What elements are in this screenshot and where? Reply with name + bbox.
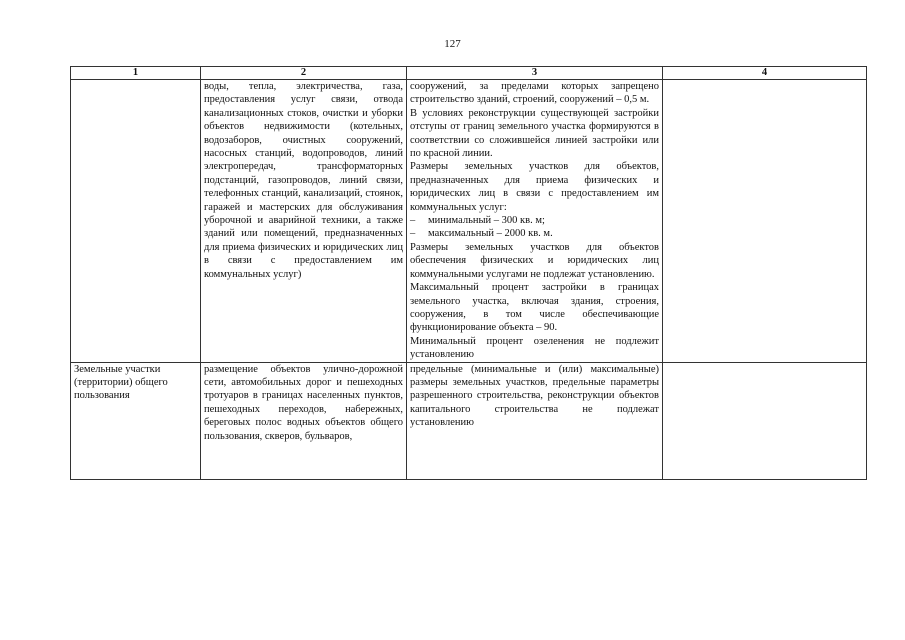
list-item: – максимальный – 2000 кв. м. bbox=[410, 227, 659, 240]
paragraph: Размеры земельных участков для объектов, предназначенных для приема физических и юридических лиц в связи с предоставлением им коммунальных услуг: bbox=[410, 161, 659, 213]
paragraph: сооружений, за пределами которых запрещено строительство зданий, строений, сооружений – 0,5 м. bbox=[410, 81, 659, 106]
page-number: 127 bbox=[444, 38, 461, 50]
row2-col1: Земельные участки (территории) общего пользования bbox=[71, 362, 201, 479]
row1-col2-text: воды, тепла, электричества, газа, предоставления услуг связи, отвода канализационных стоков, очистки и уборки объектов недвижимости (котельных, водозаборов, очистных сооружений, насосных станций, водопроводов, линий электропередач, трансформаторных подстанций, газопроводов, линий связи, телефонных станций, канализаций, стоянок, гаражей и мастерских для обслуживания уборочной и аварийной техники, а также зданий или помещений, предназначенных для приема физических и юридических лиц в связи с предоставлением им коммунальных услуг) bbox=[204, 81, 403, 280]
header-col-3: 3 bbox=[407, 67, 663, 80]
list-item: – минимальный – 300 кв. м; bbox=[410, 214, 659, 227]
row1-col2 bbox=[201, 80, 407, 363]
list-item-text: максимальный – 2000 кв. м. bbox=[428, 228, 553, 240]
header-col-2: 2 bbox=[201, 67, 407, 80]
paragraph: В условиях реконструкции существующей застройки отступы от границ земельного участка формируются в соответствии со сложившейся линией застройки или по красной линии. bbox=[410, 107, 659, 160]
row1-col1 bbox=[71, 80, 201, 363]
row1-col3 bbox=[407, 80, 663, 363]
regulations-table bbox=[70, 66, 867, 480]
header-row bbox=[71, 67, 867, 80]
row2-col3 bbox=[407, 362, 663, 479]
table-row bbox=[71, 80, 867, 363]
header-col-1: 1 bbox=[71, 67, 201, 80]
row2-col4 bbox=[663, 362, 867, 479]
paragraph: Минимальный процент озеленения не подлежит установлению bbox=[410, 335, 659, 361]
row2-col2 bbox=[201, 362, 407, 479]
list-item-text: минимальный – 300 кв. м; bbox=[428, 215, 545, 227]
row1-col4 bbox=[663, 80, 867, 363]
header-col-4: 4 bbox=[663, 67, 867, 80]
paragraph: Размеры земельных участков для объектов обеспечения физических и юридических лиц коммунальными услугами не подлежат установлению. bbox=[410, 241, 659, 280]
row2-col3-text: предельные (минимальные и (или) максимальные) размеры земельных участков, предельные параметры разрешенного строительства, реконструкции объектов капитального строительства не подлежат установлению bbox=[410, 363, 659, 429]
table-row bbox=[71, 362, 867, 479]
paragraph: Максимальный процент застройки в границах земельного участка, включая здания, строения, сооружения, в том числе обеспечивающие функционирование объекта – 90. bbox=[410, 282, 659, 334]
row2-col2-text: размещение объектов улично-дорожной сети, автомобильных дорог и пешеходных тротуаров в границах населенных пунктов, пешеходных переходов, набережных, береговых полос водных объектов общего пользования, скверов, бульваров, bbox=[204, 363, 403, 442]
